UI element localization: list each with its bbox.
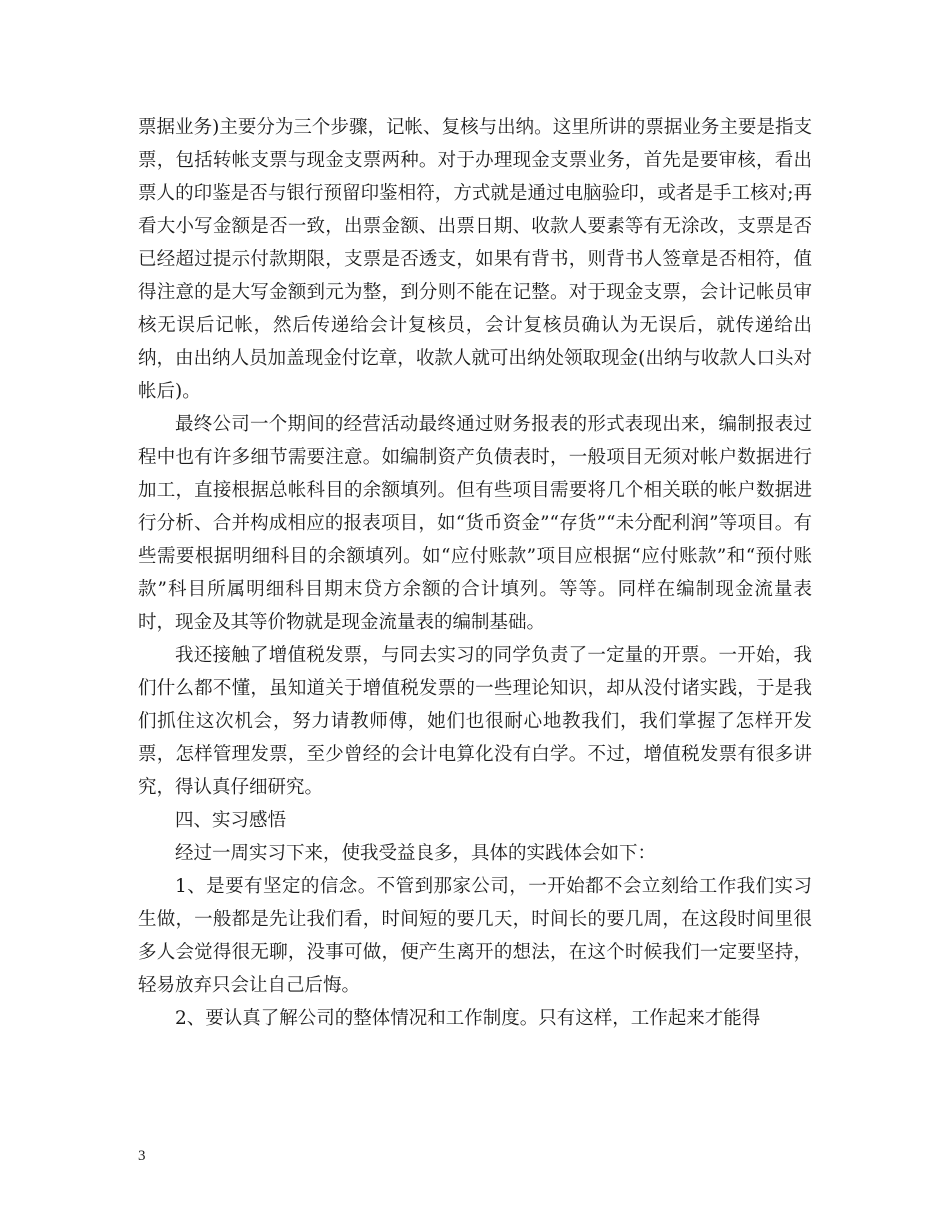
- paragraph-1: 票据业务)主要分为三个步骤，记帐、复核与出纳。这里所讲的票据业务主要是指支票，包括转帐支票与现金支票两种。对于办理现金支票业务，首先是要审核，看出票人的印鉴是否与银行预留印鉴相符，方式就是通过电脑验印，或者是手工核对;再看大小写金额是否一致，出票金额、出票日期、收款人要素等有无涂改，支票是否已经超过提示付款期限，支票是否透支，如果有背书，则背书人签章是否相符，值得注意的是大写金额到元为整，到分则不能在记整。对于现金支票，会计记帐员审核无误后记帐，然后传递给会计复核员，会计复核员确认为无误后，就传递给出纳，由出纳人员加盖现金付讫章，收款人就可出纳处领取现金(出纳与收款人口头对帐后)。: [138, 117, 812, 402]
- paragraph-3: 我还接触了增值税发票，与同去实习的同学负责了一定量的开票。一开始，我们什么都不懂，虽知道关于增值税发票的一些理论知识，却从没付诸实践，于是我们抓住这次机会，努力请教师傅，她们也很耐心地教我们，我们掌握了怎样开发票，怎样管理发票，至少曾经的会计电算化没有白学。不过，增值税发票有很多讲究，得认真仔细研究。: [138, 645, 812, 798]
- document-body: [138, 111, 812, 1035]
- page-number: 3: [138, 1148, 146, 1164]
- paragraph-point-2: 2、要认真了解公司的整体情况和工作制度。只有这样，工作起来才能得: [175, 1008, 761, 1029]
- paragraph-2: 最终公司一个期间的经营活动最终通过财务报表的形式表现出来，编制报表过程中也有许多细节需要注意。如编制资产负债表时，一般项目无须对帐户数据进行加工，直接根据总帐科目的余额填列。但有些项目需要将几个相关联的帐户数据进行分析、合并构成相应的报表项目，如“货币资金”“存货”“未分配利润”等项目。有些需要根据明细科目的余额填列。如“应付账款”项目应根据“应付账款”和“预付账款”科目所属明细科目期末贷方余额的合计填列。等等。同样在编制现金流量表时，现金及其等价物就是现金流量表的编制基础。: [138, 414, 812, 633]
- paragraph-intro: 经过一周实习下来，使我受益良多，具体的实践体会如下：: [175, 843, 657, 864]
- paragraph-point-1: 1、是要有坚定的信念。不管到那家公司，一开始都不会立刻给工作我们实习生做，一般都是先让我们看，时间短的要几天，时间长的要几周，在这段时间里很多人会觉得很无聊，没事可做，便产生离开的想法，在这个时候我们一定要坚持，轻易放弃只会让自己后悔。: [138, 876, 812, 996]
- section-heading: 四、实习感悟: [175, 810, 287, 831]
